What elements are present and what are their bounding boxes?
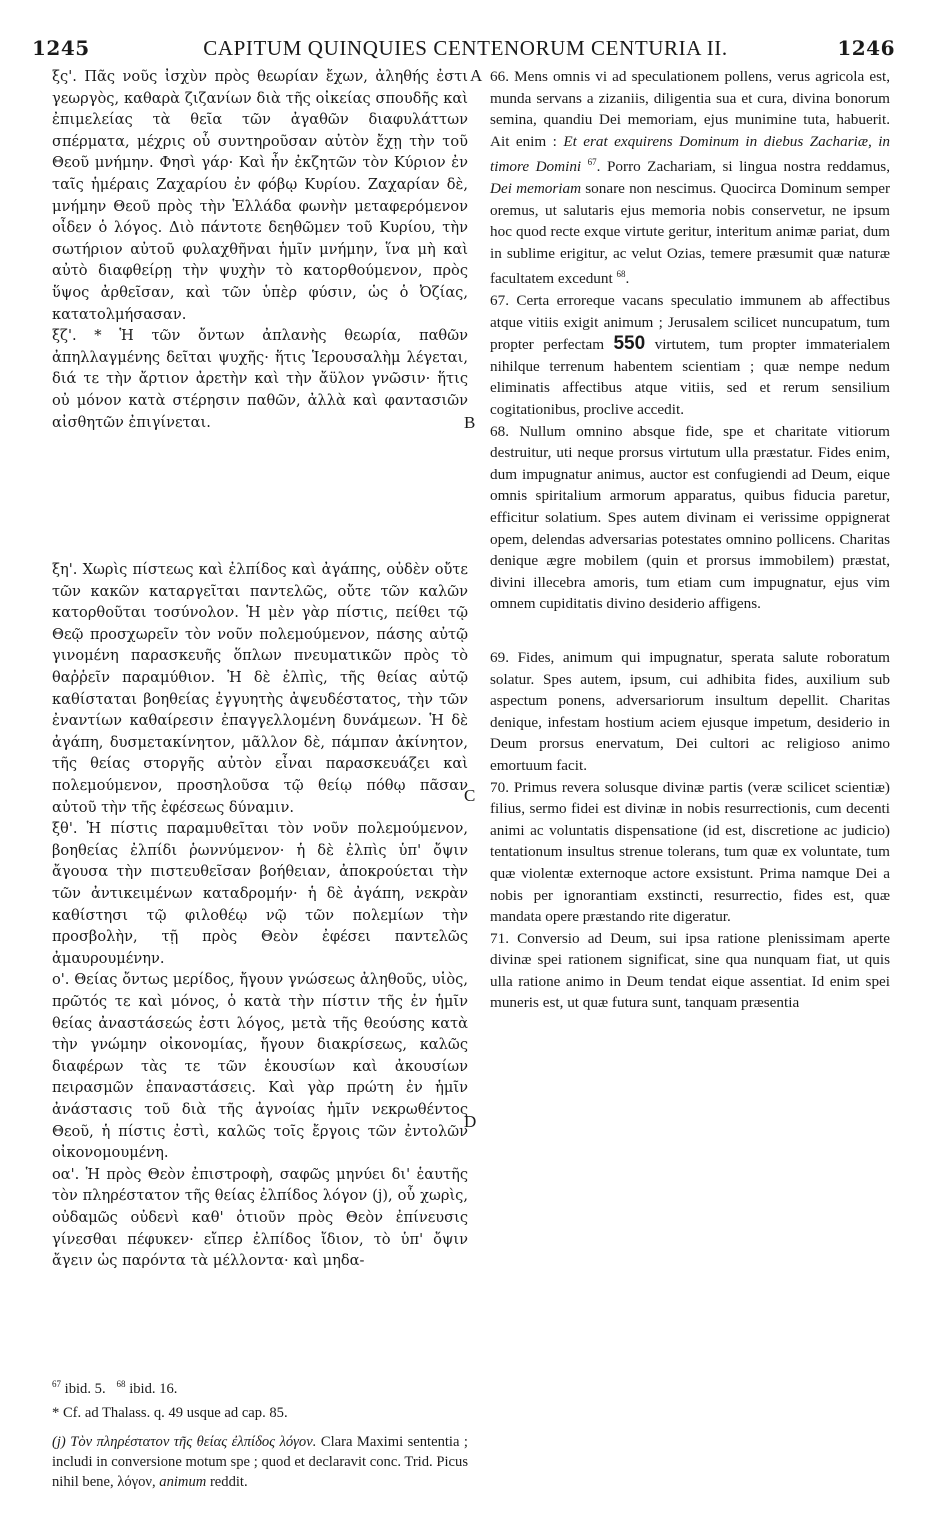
footnote-star: * Cf. ad Thalass. q. 49 usque ad cap. 85. bbox=[52, 1404, 288, 1421]
latin-chapter-69: 69. Fides, animum qui impugnatur, sperata salute roboratum solatur. Spes autem, ipsum, cui adhibita fides, auxilium sub aspectum ponens, adversariorum insultum depellit. Charitas denique, infestam hostium aciem ejusque impetum, desiderio in Deum prorsus enervatum, Dei cultori ac religioso animo emortuum facit. bbox=[490, 648, 890, 774]
column-number-550: 550 bbox=[613, 333, 646, 355]
zacharias-quote: Et erat exquirens Dominum in diebus Zachariæ, in timore Domini bbox=[490, 132, 891, 176]
latin-chapter-71: 71. Conversio ad Deum, sui ipsa ratione plenissimam aperte divinæ spei rationem significat, sine qua nunquam fiat, ut quis ulla ratione animo in Deum tendat eique assentiat. Id enim spei muneris est, ut quæ futura sunt, tanquam præsentia bbox=[490, 929, 890, 1012]
note-ref-68: 68 bbox=[616, 269, 626, 280]
footnotes bbox=[52, 1372, 472, 1425]
latin-column bbox=[490, 66, 890, 1014]
latin-chapter-70: 70. Primus revera solusque divinæ partis (veræ scilicet scientiæ) filius, sermo fidei est divinæ in nobis resurrectionis, cum decenti animi ac voluntatis dispensatione (id est, discretione ac judicio) tentationum insultus strenue tolerans, tum quæ ex voluntate, tum quæ violentæ externoque actore exsistunt. Prima namque Dei a nobis per ignorantiam exstincti, resurrectio, fides est, quæ mandata opere præstando rite digeratur. bbox=[490, 778, 890, 926]
greek-column bbox=[52, 66, 468, 1272]
greek-chapter-66: ξς'. Πᾶς νοῦς ἰσχὺν πρὸς θεωρίαν ἔχων, ἀληθής ἐστι γεωργὸς, καθαρὰ ζιζανίων διὰ τῆς οἰκείας σπουδῆς καὶ ἐπιμελείας τὰ θεῖα τῶν ἀγαθῶν διαφυλάττων σπέρματα, μέχρις οὗ συντηροῦσαν αὐτὸν ἔχῃ τὴν τοῦ Θεοῦ μνήμην. Φησὶ γάρ· Καὶ ἦν ἐκζητῶν τὸν Κύριον ἐν ταῖς ἡμέραις Ζαχαρίου ἐν φόβῳ Κυρίου. Ζαχαρίαν δὲ, μνήμην Θεοῦ πρὸς τὴν Ἑλλάδα φωνὴν μεταφερόμενον οἶδεν ὁ λόγος. Διὸ πάντοτε δεηθῶμεν τοῦ Κυρίου, τὴν σωτήριον αὐτοῦ φυλαχθῆναι ἡμῖν μνήμην, ἵνα μὴ καὶ αὐτὸ διαφθείρῃ τὴν ψυχὴν τὸ κατορθούμενον, πρὸς ὕψος ἀρθεῖσαν, καὶ τῶν ὑπὲρ φύσιν, ὡς ὁ Ὀζίας, κατατολμήσασαν. bbox=[52, 68, 468, 323]
latin-chapter-68: 68. Nullum omnino absque fide, spe et charitate vitiorum destruitur, uti neque prorsus virtutum ulla præstatur. Fides enim, dum impugnatur animus, auctor est confugiendi ad Deum, eique omnis spiritalium armorum apparatus, quibus fiducia paretur, efficitur solatium. Spes autem divinam ei verissime oppignerat opem, delendas adversarias potestates omnino pollicens. Charitas denique ægre mobilem (quin et prorsus immobilem) præstat, divini illecebra amoris, tum etiam cum impugnatur, ejus vim omnem cupiditatis divino desiderio affigens. bbox=[490, 422, 890, 613]
greek-chapter-69: ξθ'. Ἡ πίστις παραμυθεῖται τὸν νοῦν πολεμούμενον, βοηθείας ἐλπίδι ῥωννύμενον· ἡ δὲ ἐλπὶς ὑπ' ὄψιν ἄγουσα τὴν πιστευθεῖσαν βοήθειαν, ἀποκρούεται τὴν τῶν ἀντικειμένων καταδρομήν· ἡ δὲ ἀγάπη, νεκρὰν καθίστησι τῷ φιλοθέῳ νῷ τῶν πολεμίων τὴν προσβολὴν, τῇ πρὸς Θεὸν ἐφέσει παντελῶς ἀμαυρουμένην. bbox=[52, 820, 468, 967]
running-header bbox=[0, 0, 931, 70]
page-number-right: 1246 bbox=[837, 36, 895, 60]
greek-chapter-71: οα'. Ἡ πρὸς Θεὸν ἐπιστροφὴ, σαφῶς μηνύει δι' ἑαυτῆς τὸν πληρέστατον τῆς θείας ἐλπίδος λόγον (j), οὗ χωρὶς, οὐδαμῶς οὐδενὶ καθ' ὁτιοῦν πρὸς Θεὸν ἐπίνευσις γίνεσθαι πέφυκεν· εἴπερ ἐλπίδος ἴδιον, τὸ ὑπ' ὄψιν ἄγειν ὡς παρόντα τὰ μέλλοντα· καὶ μηδα- bbox=[52, 1165, 468, 1270]
margin-letter-b: B bbox=[464, 413, 476, 432]
dei-memoriam: Dei memoriam bbox=[490, 180, 582, 198]
latin-chapter-67: 67. Certa erroreque vacans speculatio immunem ab affectibus atque vitiis exigit animum ; Jerusalem scilicet nuncupatum, tum propter perfectam 550 virtutem, tum propter immaterialem nihilque terrenum habentem scientiam ; quæ nempe nedum eliminatis affectibus atque vitiis, sed et rerum sensilium cogitationibus, proclive accedit. bbox=[490, 292, 891, 419]
latin-chapter-66: 66. Mens omnis vi ad speculationem pollens, verus agricola est, munda servans a zizaniis, diligentia sua et cura, divina bonorum semina, quandiu Dei memoriam, ejus munimine tuta, habuerit. Ait enim : Et erat exquirens Dominum in diebus Zachariæ, in timore Domini $^{67}$. Porro Zachariam, si lingua nostra reddamus, Dei memoriam sonare non nescimus. Quocirca Dominum semper oremus, ut salutaris ejus memoria nobis conservetur, ne ipsum hoc quod recte exque virtute geritur, interitum animæ pariat, dum in sublime erigitur, ac velut Ozias, temere præsumit quæ naturæ facultatem excedunt $^{68}$. bbox=[490, 68, 891, 288]
greek-chapter-68: ξη'. Χωρὶς πίστεως καὶ ἐλπίδος καὶ ἀγάπης, οὐδὲν οὔτε τῶν κακῶν καταργεῖται παντελῶς, οὔτε τῶν καλῶν κατορθοῦται τοσύνολον. Ἡ μὲν γὰρ πίστις, πείθει τῷ Θεῷ προσχωρεῖν τὸν νοῦν πολεμούμενον, πάσης αὐτῷ γινομένη παρασκευῆς ὅπλων πνευματικῶν πρὸς τὸ θαῤῥεῖν παραμύθιον. Ἡ δὲ ἐλπὶς, τῆς θείας αὐτῷ καθίσταται βοηθείας ἐγγυητὴς ἀψευδέστατος, τὴν τῶν ἐναντίων καθαίρεσιν ἐπαγγελλομένη δυνάμεων. Ἡ δὲ ἀγάπη, δυσμετακίνητον, μᾶλλον δὲ, πάμπαν ἀκίνητον, τῆς θείας στοργῆς αὐτὸν εἶναι παρασκευάζει καὶ πολεμούμενον, προσηλοῦσα τῷ θείῳ πόθῳ πᾶσαν αὐτοῦ τὴν τῆς ἐφέσεως δύναμιν. bbox=[52, 561, 468, 816]
page-number-left: 1245 bbox=[32, 36, 90, 60]
note-ref-67: 67 bbox=[587, 157, 597, 168]
footnote-67-68: $^{67}$ ibid. 5. $^{68}$ ibid. 16. bbox=[52, 1379, 178, 1397]
margin-letter-c: C bbox=[464, 786, 476, 805]
footnote-j: (j) Τὸν πληρέστατον τῆς θείας ἐλπίδος λόγον. Clara Maximi sententia ; includi in conversione motum spe ; quod et declaravit conc. Trid. Picus nihil bene, λόγον, animum reddit. bbox=[52, 1434, 468, 1490]
margin-letter-a: A bbox=[470, 66, 483, 85]
running-title: CAPITUM QUINQUIES CENTENORUM CENTURIA II. bbox=[203, 36, 728, 60]
footnote-j-greek: Τὸν πληρέστατον τῆς θείας ἐλπίδος λόγον. bbox=[70, 1434, 317, 1450]
margin-letter-d: D bbox=[464, 1112, 477, 1131]
greek-chapter-67: ξζ'. * Ἡ τῶν ὄντων ἀπλανὴς θεωρία, παθῶν ἀπηλλαγμένης δεῖται ψυχῆς· ἥτις Ἱερουσαλὴμ λέγεται, διά τε τὴν ἄρτιον ἀρετὴν καὶ τὴν ἄϋλον γνῶσιν· ἥτις οὐ μόνον κατὰ στέρησιν παθῶν, ἀλλὰ καὶ φαντασιῶν αἰσθητῶν ἐπιγίνεται. bbox=[52, 327, 468, 431]
greek-chapter-70: ο'. Θείας ὄντως μερίδος, ἤγουν γνώσεως ἀληθοῦς, υἱὸς, πρῶτός τε καὶ μόνος, ὁ κατὰ τὴν πίστιν τῆς ἐν ἡμῖν θείας ἀναστάσεώς ἐστι λόγος, μετὰ τῆς θεούσης κατὰ τὴν γνώμην οἰκονομίας, ἤγουν διακρίσεως, καλῶς διαφέρων τὰς τε τῶν ἑκουσίων καὶ ἀκουσίων πειρασμῶν ἐπαναστάσεις. Καὶ γὰρ πρώτη ἐν ἡμῖν ἀνάστασις τοῦ διὰ τῆς ἀγνοίας ἡμῖν νεκρωθέντος Θεοῦ, ἡ πίστις ἐστὶ, καλῶς τοῖς ἔργοις τῶν ἐντολῶν οἰκονομουμένη. bbox=[52, 971, 468, 1162]
